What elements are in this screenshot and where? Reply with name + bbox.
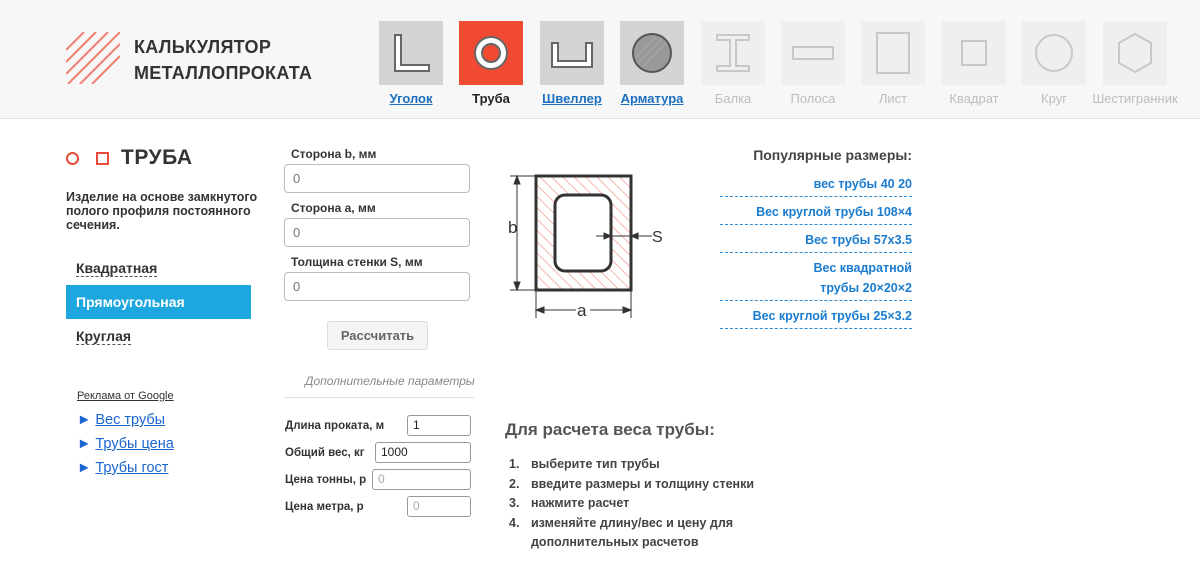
list-item: 3. нажмите расчет (509, 496, 630, 510)
price-meter-label: Цена метра, р (285, 501, 364, 513)
dimension-a-label: a (577, 301, 587, 320)
product-pipe-label[interactable]: Труба (472, 91, 510, 106)
round-bar-icon (1030, 29, 1078, 77)
instructions-list (509, 455, 781, 553)
product-strip-label: Полоса (790, 91, 836, 106)
side-b-input[interactable] (284, 164, 470, 193)
pipe-icon (467, 29, 515, 77)
product-round-bar (1022, 21, 1086, 106)
product-hexagon-bar (1092, 21, 1178, 106)
length-label: Длина проката, м (285, 420, 385, 432)
product-hexagon-bar-label: Шестигранник (1092, 91, 1178, 106)
page-title: ТРУБА (121, 146, 193, 169)
pipe-type-square[interactable]: Квадратная (76, 260, 158, 276)
product-angle[interactable] (379, 21, 443, 106)
product-round-bar-label: Круг (1041, 91, 1067, 106)
channel-profile-icon (548, 29, 596, 77)
logo-stripes-icon (66, 32, 120, 84)
calculate-button[interactable]: Рассчитать (327, 321, 428, 350)
ads-block (77, 390, 174, 480)
rebar-icon (628, 29, 676, 77)
ad-link[interactable]: ► Трубы гост (77, 460, 169, 476)
angle-profile-icon (387, 29, 435, 77)
price-ton-label: Цена тонны, р (285, 474, 367, 486)
list-item: 1. выберите тип трубы (509, 457, 660, 471)
popular-title: Популярные размеры: (753, 147, 912, 163)
beam-icon (709, 29, 757, 77)
square-bar-icon (950, 29, 998, 77)
side-a-label: Сторона a, мм (291, 201, 376, 215)
header (0, 0, 1200, 119)
sheet-icon (869, 29, 917, 77)
extra-params-title[interactable]: Дополнительные параметры (305, 374, 475, 388)
divider (284, 397, 474, 398)
popular-link[interactable]: Вес круглой трубы 25×3.2 (720, 304, 912, 329)
popular-link[interactable]: вес трубы 40 20 (720, 172, 912, 197)
product-sheet (861, 21, 925, 106)
popular-sizes (720, 147, 912, 332)
product-square-bar-label: Квадрат (949, 91, 999, 106)
product-angle-label[interactable]: Уголок (389, 91, 433, 106)
dimension-s-label: S (652, 229, 663, 246)
popular-link[interactable]: Вес квадратной трубы 20×20×2 (720, 256, 912, 301)
logo-text[interactable] (134, 34, 312, 86)
product-beam (701, 21, 765, 106)
total-weight-label: Общий вес, кг (285, 447, 365, 459)
product-channel[interactable] (540, 21, 604, 106)
pipe-type-rectangular[interactable]: Прямоугольная (66, 285, 251, 319)
total-weight-input[interactable]: 1000 (375, 442, 471, 463)
list-item: 4. изменяйте длину/вес и цену для дополнительных расчетов (509, 515, 734, 549)
ad-link[interactable]: ► Вес трубы (77, 412, 166, 428)
section-header (66, 146, 193, 170)
wall-thickness-label: Толщина стенки S, мм (291, 255, 423, 269)
price-meter-input[interactable]: 0 (407, 496, 471, 517)
product-pipe[interactable] (459, 21, 523, 106)
product-channel-label[interactable]: Швеллер (542, 91, 602, 106)
popular-link[interactable]: Вес круглой трубы 108×4 (720, 200, 912, 225)
wall-thickness-input[interactable] (284, 272, 470, 301)
pipe-type-round[interactable]: Круглая (76, 328, 132, 344)
side-a-input[interactable] (284, 218, 470, 247)
product-beam-label: Балка (714, 91, 752, 106)
pipe-inner-hole (555, 195, 611, 271)
logo-line-1: КАЛЬКУЛЯТОР (134, 37, 272, 57)
strip-icon (789, 29, 837, 77)
ad-link[interactable]: ► Трубы цена (77, 436, 174, 452)
side-b-label: Сторона b, мм (291, 147, 377, 161)
price-ton-input[interactable]: 0 (372, 469, 471, 490)
instructions-title: Для расчета веса трубы: (505, 420, 715, 439)
product-rebar[interactable] (620, 21, 684, 106)
rectangular-pipe-drawing (500, 160, 675, 325)
dimension-b-label: b (508, 218, 518, 237)
popular-link[interactable]: Вес трубы 57х3.5 (720, 228, 912, 253)
section-description: Изделие на основе замкнутого полого профиля постоянного сечения. (66, 190, 258, 232)
product-strip (781, 21, 845, 106)
ads-title[interactable]: Реклама от Google (77, 390, 174, 402)
product-square-bar (942, 21, 1006, 106)
logo-line-2: МЕТАЛЛОПРОКАТА (134, 63, 313, 83)
length-input[interactable]: 1 (407, 415, 471, 436)
hexagon-bar-icon (1111, 29, 1159, 77)
product-sheet-label: Лист (878, 91, 908, 106)
product-rebar-label[interactable]: Арматура (620, 91, 684, 106)
list-item: 2. введите размеры и толщину стенки (509, 476, 755, 491)
pipe-type-list (66, 251, 251, 353)
round-pipe-icon (66, 152, 79, 165)
square-pipe-icon (96, 152, 109, 165)
